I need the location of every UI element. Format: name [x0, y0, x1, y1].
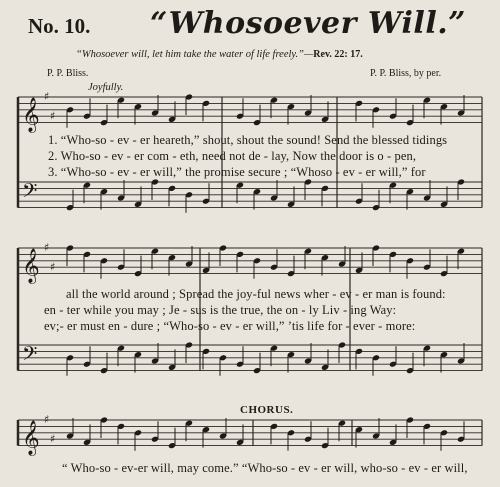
hymn-number: No. 10.: [28, 14, 91, 38]
system1-verse2: 2. Who-so - ev - er com - eth, need not de - lay, Now the door is o - pen,: [48, 149, 417, 163]
system2-verse1: all the world around ; Spread the joy-ful news wher - ev - er man is found:: [66, 287, 446, 301]
chorus-lyric: “ Who-so - ev-er will, may come.” “Who-so - ev - er will, who-so - ev - er will,: [62, 461, 468, 475]
system1-verse3: 3. “Who-so - ev - er will,” the promise secure ; “Whoso - ev - er will,” for: [48, 165, 426, 179]
music-credit: P. P. Bliss, by per.: [370, 68, 442, 79]
system2-verse3: ev;- er must en - dure ; “Who-so - ev - er will,” ’tis life for - ever - more:: [44, 319, 416, 333]
words-credit: P. P. Bliss.: [47, 68, 89, 79]
system1-verse1: 1. “Who-so - ev - er heareth,” shout, shout the sound! Send the blessed tidings: [48, 133, 448, 147]
sharp-icon: ♯: [50, 260, 56, 274]
sharp-icon: ♯: [44, 241, 50, 255]
sharp-icon: ♯: [50, 109, 56, 123]
sharp-icon: ♯: [44, 413, 50, 427]
epigraph-reference: Rev. 22: 17.: [313, 49, 363, 60]
tempo-marking: Joyfully.: [88, 82, 124, 93]
sharp-icon: ♯: [50, 432, 56, 446]
treble-clef-icon: 𝄞: [22, 420, 40, 456]
chorus-label: CHORUS.: [240, 404, 294, 416]
bass-clef-icon: 𝄢: [22, 342, 38, 371]
hymn-title: “Whosoever Will.”: [150, 6, 466, 41]
sharp-icon: ♯: [44, 90, 50, 104]
treble-clef-icon: 𝄞: [22, 248, 40, 284]
treble-clef-icon: 𝄞: [22, 97, 40, 133]
bass-clef-icon: 𝄢: [22, 179, 38, 208]
epigraph-text: “Whosoever will, let him take the water of life freely.”—: [76, 49, 314, 60]
system2-verse2: en - ter while you may ; Je - sus is the true, the on - ly Liv - ing Way:: [44, 303, 397, 317]
